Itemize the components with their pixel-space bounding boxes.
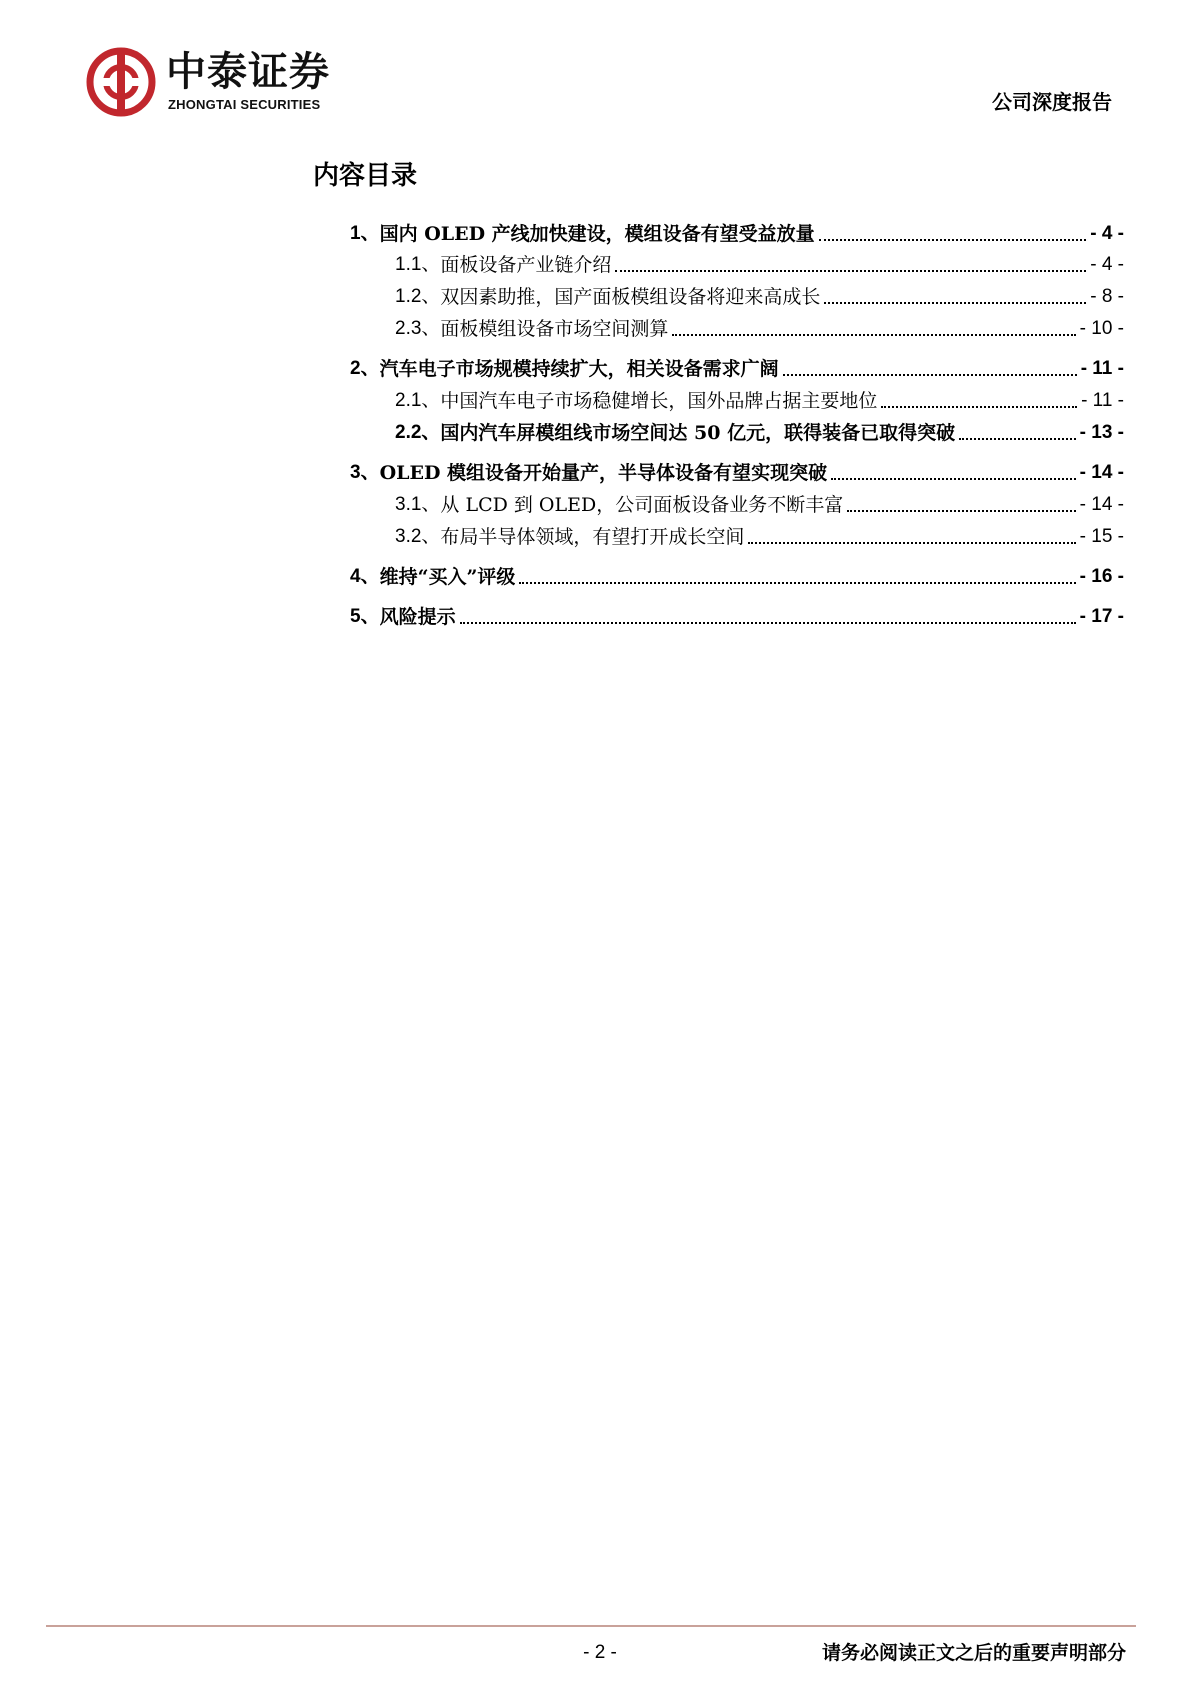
toc-entry-2-1[interactable]: [395, 387, 1124, 413]
brand-name-cn: 中泰证券: [166, 49, 330, 95]
toc-entry-page: - 17 -: [1079, 606, 1124, 627]
toc-entry-title: 国内 OLED 产线加快建设，模组设备有望受益放量: [379, 223, 815, 245]
dot-leader: [831, 477, 1076, 480]
footer-disclaimer: 请务必阅读正文之后的重要声明部分: [821, 1642, 1126, 1664]
toc-entry-2-2[interactable]: [395, 419, 1124, 445]
toc-entry-3[interactable]: [350, 459, 1124, 485]
toc-entry-title: OLED 模组设备开始量产，半导体设备有望实现突破: [379, 462, 828, 484]
toc-entry-number: 1.2、: [395, 286, 441, 307]
toc-entry-number: 2.3、: [395, 318, 441, 339]
footer-divider: [46, 1625, 1136, 1627]
dot-leader: [959, 437, 1076, 440]
toc-entry-title: 维持“买入”评级: [379, 566, 516, 588]
toc-entry-number: 3.2、: [395, 526, 441, 547]
toc-entry-number: 5、: [350, 606, 380, 627]
dot-leader: [783, 373, 1077, 376]
toc-entry-title: 面板设备产业链介绍: [440, 254, 612, 276]
report-type-label: 公司深度报告: [992, 90, 1112, 114]
toc-entry-page: - 11 -: [1080, 358, 1124, 379]
toc-entry-1-1[interactable]: [395, 251, 1124, 277]
toc-entry-page: - 11 -: [1081, 390, 1124, 411]
dot-leader: [748, 541, 1075, 544]
dot-leader: [819, 238, 1087, 241]
page-header: [0, 0, 1200, 130]
toc-entry-page: - 16 -: [1079, 566, 1124, 587]
toc-entry-number: 3、: [350, 462, 380, 483]
dot-leader: [460, 621, 1076, 624]
toc-entry-page: - 8 -: [1090, 286, 1124, 307]
toc-title: 内容目录: [313, 161, 418, 191]
toc-entry-1[interactable]: [350, 220, 1124, 246]
toc-entry-title: 汽车电子市场规模持续扩大，相关设备需求广阔: [379, 358, 779, 380]
dot-leader: [519, 581, 1075, 584]
dot-leader: [847, 509, 1075, 512]
toc-entry-number: 1.1、: [395, 254, 441, 275]
toc-entry-2-3[interactable]: [395, 315, 1124, 341]
toc-entry-number: 2.1、: [395, 390, 441, 411]
toc-entry-page: - 4 -: [1090, 254, 1124, 275]
toc-entry-title: 风险提示: [379, 606, 456, 628]
toc-entry-title: 面板模组设备市场空间测算: [440, 318, 669, 340]
toc-entry-4[interactable]: [350, 563, 1124, 589]
dot-leader: [615, 269, 1086, 272]
toc-entry-title: 双因素助推，国产面板模组设备将迎来高成长: [440, 286, 821, 308]
toc-entry-page: - 13 -: [1079, 422, 1124, 443]
toc-entry-3-2[interactable]: [395, 523, 1124, 549]
toc-entry-2[interactable]: [350, 355, 1124, 381]
toc-entry-title: 国内汽车屏模组线市场空间达 50 亿元，联得装备已取得突破: [440, 422, 956, 444]
toc-entry-number: 2.2、: [395, 422, 441, 443]
toc-entry-page: - 4 -: [1090, 223, 1124, 244]
toc-entry-number: 3.1、: [395, 494, 441, 515]
toc-entry-3-1[interactable]: [395, 491, 1124, 517]
toc-entry-title: 布局半导体领域，有望打开成长空间: [440, 526, 745, 548]
page-number: - 2 -: [583, 1642, 617, 1663]
dot-leader: [824, 301, 1086, 304]
toc-entry-page: - 15 -: [1079, 526, 1124, 547]
toc-entry-number: 2、: [350, 358, 380, 379]
toc-entry-title: 中国汽车电子市场稳健增长，国外品牌占据主要地位: [440, 390, 878, 412]
zhongtai-logo-icon: [86, 47, 156, 117]
dot-leader: [672, 333, 1075, 336]
toc-entry-page: - 14 -: [1079, 462, 1124, 483]
toc-entry-number: 1、: [350, 223, 380, 244]
toc-entry-title: 从 LCD 到 OLED，公司面板设备业务不断丰富: [440, 494, 844, 516]
toc-entry-number: 4、: [350, 566, 380, 587]
dot-leader: [881, 405, 1077, 408]
toc-entry-5[interactable]: [350, 603, 1124, 629]
toc-entry-page: - 10 -: [1079, 318, 1124, 339]
brand-name-en: ZHONGTAI SECURITIES: [168, 97, 321, 112]
toc-entry-1-2[interactable]: [395, 283, 1124, 309]
toc-entry-page: - 14 -: [1079, 494, 1124, 515]
